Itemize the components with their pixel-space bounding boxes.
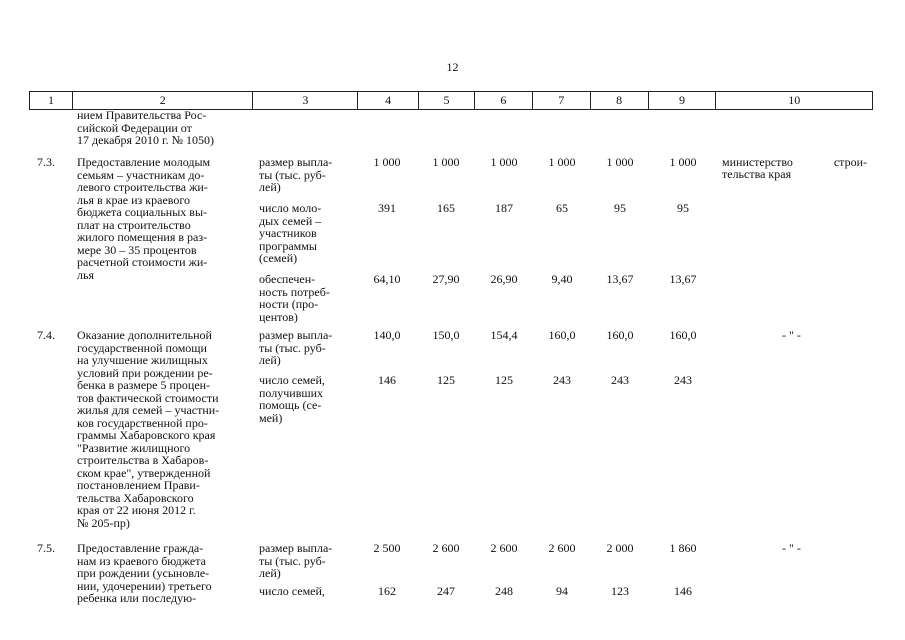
value-cell: 160,0: [606, 328, 634, 342]
header-col-7: 7: [533, 92, 591, 109]
value-cell: 187: [495, 201, 513, 215]
description-line: лья: [77, 267, 94, 282]
description-line: плат на строительство: [77, 217, 191, 232]
header-col-6: 6: [475, 92, 533, 109]
indicator-label-line: получивших: [259, 385, 324, 400]
indicator-label: [259, 542, 332, 580]
value-cell: 123: [611, 584, 629, 598]
row-number: 7.3.: [37, 155, 55, 169]
description-line: постановлением Прави-: [77, 478, 200, 492]
description-line: мере 30 – 35 процентов: [77, 242, 197, 257]
indicator-label-line: участников: [259, 226, 317, 240]
indicator-label-line: дых семей –: [259, 213, 322, 228]
header-col-10: 10: [788, 93, 801, 107]
indicator-label-line: ты (тыс. руб-: [259, 553, 326, 568]
value-cell: 9,40: [551, 272, 573, 286]
value-cell: 26,90: [490, 272, 518, 286]
indicator-label-line: ность потреб-: [259, 284, 330, 299]
indicator-label-line: лей): [259, 353, 281, 367]
value-cell: 125: [437, 373, 455, 387]
indicator-label: [259, 156, 332, 194]
indicator-label-line: (семей): [259, 251, 298, 265]
description-line: ребенка или последую-: [77, 591, 197, 605]
description-line: левого строительства жи-: [77, 180, 208, 194]
value-cell: 64,10: [373, 272, 401, 286]
description-line: Оказание дополнительной: [77, 328, 212, 342]
indicator-label-line: размер выпла-: [259, 328, 333, 342]
description-line: жилого помещения в раз-: [77, 230, 208, 244]
value-cell: 95: [677, 201, 689, 215]
description-line: граммы Хабаровского края: [77, 428, 216, 442]
value-cell: 391: [378, 201, 396, 215]
indicator-label-line: обеспечен-: [259, 272, 316, 286]
value-cell: 2 600: [490, 541, 518, 555]
value-cell: 154,4: [490, 328, 518, 342]
indicator-label-line: центов): [259, 309, 298, 324]
indicator-label-line: помощь (се-: [259, 398, 322, 412]
value-cell: 125: [495, 373, 513, 387]
indicator-label-line: ности (про-: [259, 297, 319, 311]
indicator-label: [259, 329, 332, 367]
description-line: условий при рождении ре-: [77, 365, 213, 380]
indicator-label-line: число моло-: [259, 201, 322, 215]
description-line: при рождении (усыновле-: [77, 566, 210, 580]
value-cell: 13,67: [669, 272, 697, 286]
description-line: Предоставление гражда-: [77, 541, 204, 555]
value-cell: 160,0: [669, 328, 697, 342]
header-col-3: 3: [253, 92, 358, 109]
header-col-1: 1: [30, 92, 73, 109]
value-cell: 13,67: [606, 272, 634, 286]
continuation-line: 17 декабря 2010 г. № 1050): [77, 133, 215, 147]
description-line: края от 22 июня 2012 г.: [77, 503, 196, 517]
value-cell: 162: [378, 584, 396, 598]
description-line: тов фактической стоимости: [77, 390, 219, 405]
value-cell: 150,0: [432, 328, 460, 342]
value-cell: 243: [553, 373, 571, 387]
indicator-label: [259, 202, 321, 265]
row-description: [77, 156, 210, 281]
indicator-label-line: лей): [259, 180, 281, 194]
value-cell: 2 000: [606, 541, 634, 555]
page-number: 12: [446, 60, 459, 74]
value-cell: 1 000: [669, 155, 697, 169]
responsible-ditto: - " -: [782, 541, 801, 555]
row-number: 7.4.: [37, 328, 55, 342]
description-line: на улучшение жилищных: [77, 353, 208, 367]
indicator-label: [259, 374, 325, 424]
description-line: лья в крае из краевого: [77, 192, 190, 207]
value-cell: 146: [378, 373, 396, 387]
header-col-5: 5: [419, 92, 475, 109]
responsible-ditto: - " -: [782, 328, 801, 342]
responsible-word: строи-: [833, 155, 867, 169]
value-cell: 2 600: [432, 541, 460, 555]
value-cell: 1 000: [490, 155, 518, 169]
continuation-text: [77, 109, 214, 147]
indicator-label-line: размер выпла-: [259, 155, 333, 169]
value-cell: 248: [495, 584, 513, 598]
row-description: [77, 542, 212, 605]
value-cell: 1 000: [432, 155, 460, 169]
description-line: бюджета социальных вы-: [77, 205, 208, 219]
responsible-word: министерство: [722, 155, 793, 169]
description-line: Предоставление молодым: [77, 155, 211, 169]
value-cell: 243: [611, 373, 629, 387]
value-cell: 243: [674, 373, 692, 387]
indicator-label-line: лей): [259, 566, 281, 580]
indicator-label-line: программы: [259, 238, 317, 253]
description-line: "Развитие жилищного: [77, 440, 191, 455]
description-line: жилья для семей – участни-: [77, 403, 220, 417]
value-cell: 95: [614, 201, 626, 215]
description-line: ском крае", утвержденной: [77, 465, 211, 480]
description-line: тельства Хабаровского: [77, 490, 194, 505]
description-line: семьям – участникам до-: [77, 167, 205, 182]
header-col-9: 9: [649, 92, 717, 109]
value-cell: 27,90: [432, 272, 460, 286]
description-line: нии, удочерении) третьего: [77, 578, 212, 593]
description-line: строительства в Хабаров-: [77, 453, 209, 467]
value-cell: 1 000: [373, 155, 401, 169]
indicator-label-line: ты (тыс. руб-: [259, 340, 326, 355]
continuation-line: нием Правительства Рос-: [77, 108, 207, 122]
value-cell: 146: [674, 584, 692, 598]
header-col-8: 8: [591, 92, 649, 109]
description-line: расчетной стоимости жи-: [77, 255, 208, 269]
indicator-label: [259, 273, 330, 323]
header-col-2: 2: [73, 92, 254, 109]
value-cell: 1 860: [669, 541, 697, 555]
description-line: № 205-пр): [77, 515, 130, 530]
indicator-label-line: ты (тыс. руб-: [259, 167, 326, 182]
continuation-line: сийской Федерации от: [77, 120, 192, 135]
value-cell: 94: [556, 584, 568, 598]
value-cell: 165: [437, 201, 455, 215]
indicator-label: [259, 585, 325, 598]
value-cell: 65: [556, 201, 568, 215]
value-cell: 140,0: [373, 328, 401, 342]
value-cell: 2 500: [373, 541, 401, 555]
indicator-label-line: размер выпла-: [259, 541, 333, 555]
indicator-label-line: число семей,: [259, 584, 325, 598]
value-cell: 1 000: [548, 155, 576, 169]
value-cell: 1 000: [606, 155, 634, 169]
header-col-4: 4: [358, 92, 419, 109]
row-description: [77, 329, 219, 529]
row-number: 7.5.: [37, 541, 55, 555]
indicator-label-line: число семей,: [259, 373, 325, 387]
description-line: бенка в размере 5 процен-: [77, 378, 211, 392]
indicator-label-line: мей): [259, 410, 283, 425]
description-line: ков государственной про-: [77, 415, 208, 430]
value-cell: 2 600: [548, 541, 576, 555]
responsible-line: тельства края: [722, 167, 792, 181]
value-cell: 160,0: [548, 328, 576, 342]
value-cell: 247: [437, 584, 455, 598]
description-line: государственной помощи: [77, 340, 207, 355]
description-line: нам из краевого бюджета: [77, 553, 206, 568]
